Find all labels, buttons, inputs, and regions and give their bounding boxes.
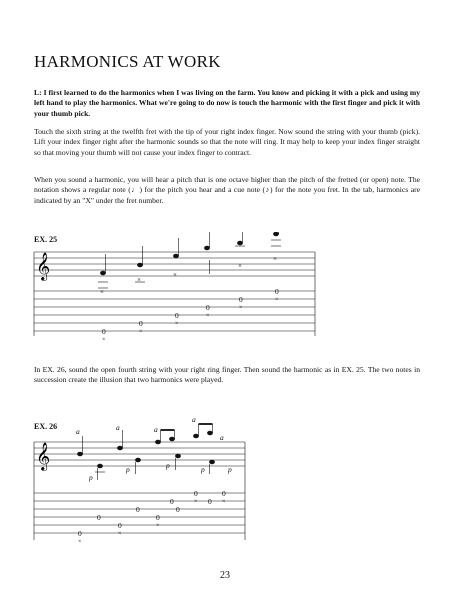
ex26-a-mark: a [116,423,120,432]
ex26-tab-number: 0 [156,513,160,522]
svg-text:×: × [173,271,177,279]
page-number: 23 [220,570,230,581]
ex26-tab-number: 0 [136,505,140,514]
svg-text:×: × [206,313,210,319]
svg-text:×: × [222,499,226,505]
example-26-label: EX. 26 [34,422,58,431]
paragraph-example-26: In EX. 26, sound the open fourth string with your right ring finger. Then sound the harmonic as in EX. 25. The two notes in succession create the illusion that two harmonics were played. [34,365,420,385]
svg-text:×: × [139,329,143,335]
ex26-p-mark: p [201,465,205,474]
example-26-notation [0,410,450,560]
ex26-tab-number: 0 [97,513,101,522]
paragraph-harmonic-notation: When you sound a harmonic, you will hear a pitch that is one octave higher than the pitch of the fretted (or open) note. The notation shows a regular note (♩) for the pitch you hear and a cue note (♪) for the note you fret. In the tab, harmonics are indicated by an "X" under the fret number. [34,175,420,205]
ex26-tab-number: 0 [170,497,174,506]
svg-text:×: × [78,539,82,545]
ex26-tab-number: 0 [194,489,198,498]
treble-clef-icon: 𝄞 [36,252,51,280]
ex26-p-mark: p [89,473,93,482]
svg-text:×: × [156,523,160,529]
ex26-p-mark: p [166,461,170,470]
ex26-a-mark: a [220,433,224,442]
ex25-tab-number: 0 [175,311,179,320]
ex25-tab-number: 0 [275,287,279,296]
example-25-notation [0,232,450,342]
svg-text:×: × [175,321,179,327]
ex26-tab-number: 0 [222,489,226,498]
svg-text:×: × [194,499,198,505]
svg-text:×: × [275,297,279,303]
svg-text:×: × [239,305,243,311]
ex26-a-mark: a [76,427,80,436]
ex25-tab-number: 0 [206,303,210,312]
ex26-p-mark: p [126,465,130,474]
svg-text:×: × [102,337,106,342]
ex26-p-mark: p [228,465,232,474]
ex25-tab-number: 0 [239,295,243,304]
ex25-tab-number: 0 [102,327,106,336]
svg-text:×: × [238,262,242,270]
svg-text:×: × [118,531,122,537]
ex26-tab-number: 0 [78,529,82,538]
ex26-a-mark: a [192,415,196,424]
ex26-tab-number: 0 [176,505,180,514]
ex26-a-mark: a [154,425,158,434]
ex26-tab-number: 0 [118,521,122,530]
page-title: HARMONICS AT WORK [34,52,221,71]
svg-text:×: × [273,255,277,263]
ex25-tab-number: 0 [139,319,143,328]
svg-text:×: × [137,276,141,284]
intro-paragraph: L: I first learned to do the harmonics when I was living on the farm. You know and picking it with a pick and using my left hand to play the harmonics. What we're going to do now is touch the harmonic with the first finger and pick it with your thumb pick. [34,88,420,118]
paragraph-harmonic-technique: Touch the sixth string at the twelfth fret with the tip of your right index finger. Now sound the string with your thumb (pick). Lift your index finger right after the harmonic sounds so that the note will ring. It may help to keep your index finger straight so that moving your thumb will not cause your index finger to contract. [34,127,420,157]
example-25-label: EX. 25 [34,235,58,244]
svg-text:×: × [100,288,104,296]
treble-clef-icon: 𝄞 [36,442,51,470]
ex26-tab-number: 0 [208,497,212,506]
